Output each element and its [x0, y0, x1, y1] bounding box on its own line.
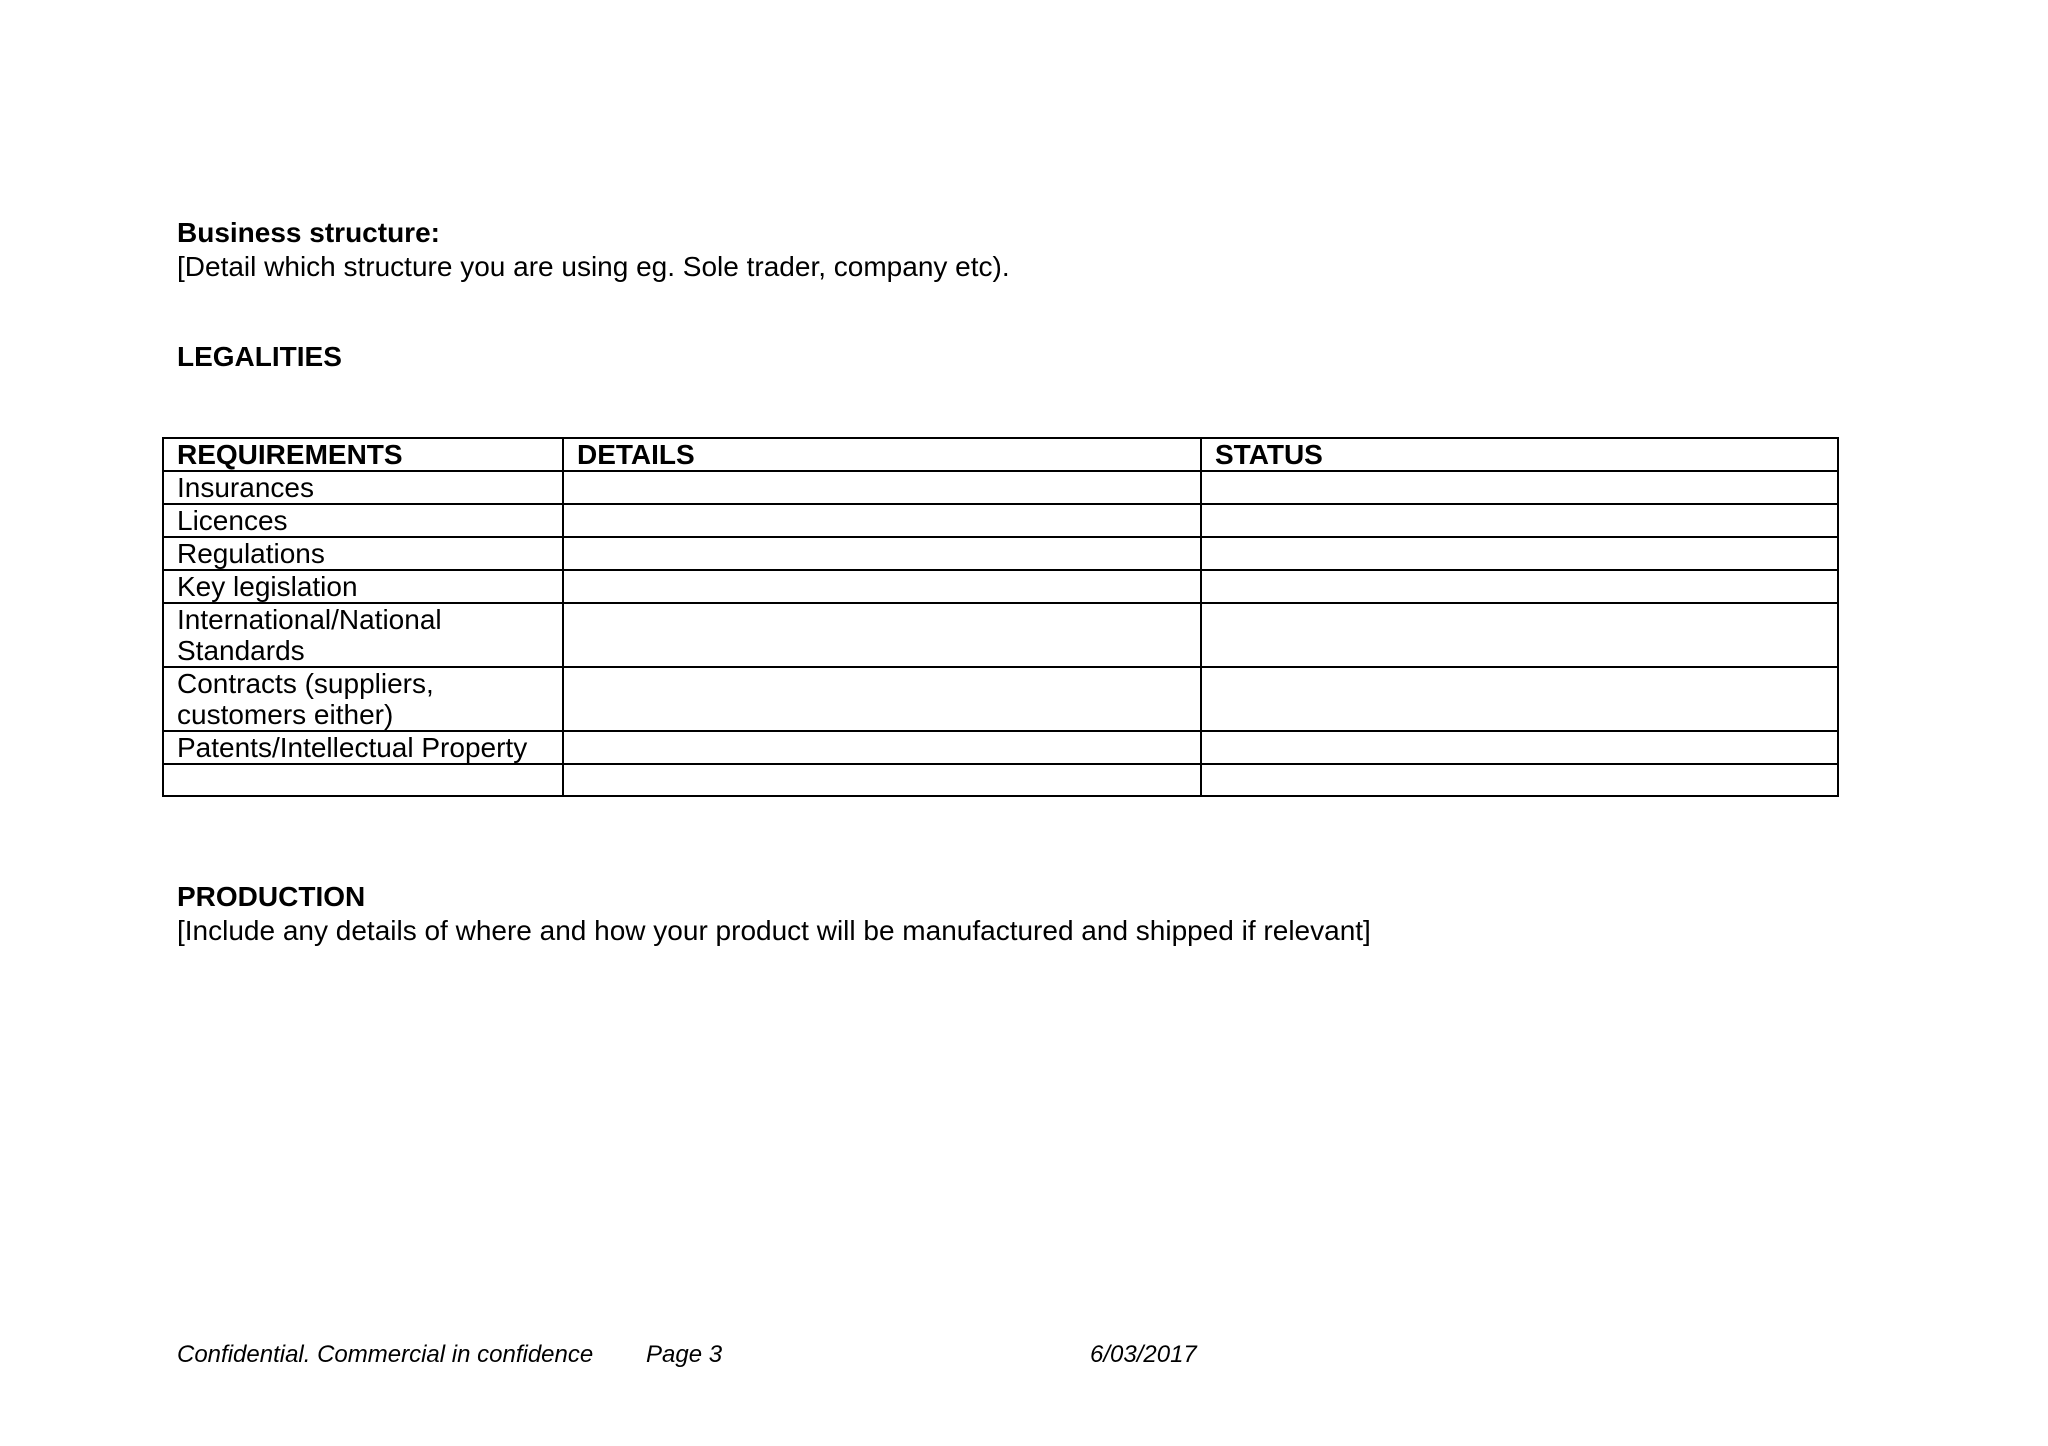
requirement-cell: Key legislation [163, 570, 563, 603]
details-cell[interactable] [563, 731, 1201, 764]
status-cell[interactable] [1201, 731, 1838, 764]
table-row [163, 731, 1838, 764]
table-row [163, 570, 1838, 603]
status-cell[interactable] [1201, 570, 1838, 603]
table-row [163, 471, 1838, 504]
requirement-cell: Contracts (suppliers, customers either) [163, 667, 563, 731]
details-cell[interactable] [563, 537, 1201, 570]
production-section [177, 880, 1371, 948]
header-status: STATUS [1201, 438, 1838, 471]
status-cell[interactable] [1201, 764, 1838, 796]
details-cell[interactable] [563, 504, 1201, 537]
details-cell[interactable] [563, 570, 1201, 603]
details-cell[interactable] [563, 603, 1201, 667]
table-row [163, 603, 1838, 667]
business-structure-section [177, 216, 1010, 284]
table-row [163, 537, 1838, 570]
table-header-row [163, 438, 1838, 471]
business-structure-heading: Business structure: [177, 217, 440, 248]
requirement-cell: Patents/Intellectual Property [163, 731, 563, 764]
status-cell[interactable] [1201, 504, 1838, 537]
status-cell[interactable] [1201, 603, 1838, 667]
table-row [163, 504, 1838, 537]
legalities-heading: LEGALITIES [177, 341, 342, 372]
header-details: DETAILS [563, 438, 1201, 471]
footer-date: 6/03/2017 [1090, 1341, 1197, 1368]
table-row [163, 764, 1838, 796]
details-cell[interactable] [563, 667, 1201, 731]
requirement-cell: Regulations [163, 537, 563, 570]
requirement-cell[interactable] [163, 764, 563, 796]
footer-confidential-notice: Confidential. Commercial in confidence [177, 1341, 594, 1368]
status-cell[interactable] [1201, 667, 1838, 731]
requirement-cell: Licences [163, 504, 563, 537]
header-requirements: REQUIREMENTS [163, 438, 563, 471]
production-instruction: [Include any details of where and how your product will be manufactured and shipped if relevant] [177, 915, 1371, 946]
legalities-table [162, 437, 1839, 797]
details-cell[interactable] [563, 764, 1201, 796]
details-cell[interactable] [563, 471, 1201, 504]
table-row [163, 667, 1838, 731]
requirement-cell: International/National Standards [163, 603, 563, 667]
production-heading: PRODUCTION [177, 881, 366, 912]
requirement-cell: Insurances [163, 471, 563, 504]
status-cell[interactable] [1201, 471, 1838, 504]
footer-page-number: Page 3 [646, 1341, 723, 1368]
status-cell[interactable] [1201, 537, 1838, 570]
business-structure-instruction: [Detail which structure you are using eg. Sole trader, company etc). [177, 251, 1010, 282]
